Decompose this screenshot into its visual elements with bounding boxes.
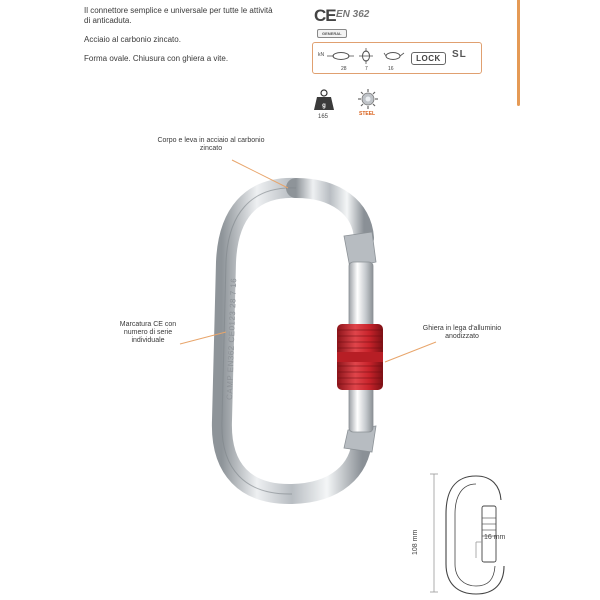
weight-value: 165 (318, 114, 329, 120)
dimension-height: 108 mm (412, 529, 419, 555)
open-gate-value: 7 (365, 66, 368, 72)
strength-unit: kN (318, 52, 325, 58)
steel-label: STEEL (359, 111, 376, 117)
description-line-2: di anticaduta. (84, 16, 132, 25)
callout-sleeve: Ghiera in lega d'alluminio anodizzato (422, 325, 502, 340)
description-line-1: Il connettore semplice e universale per tutte le attività (84, 6, 273, 15)
minor-axis-value: 16 (388, 66, 394, 72)
ce-mark: CE (314, 6, 336, 25)
screw-sleeve (337, 324, 383, 390)
category-badge: GENERAL (317, 29, 347, 38)
lock-badge: LOCK (411, 52, 446, 65)
major-axis-value: 28 (341, 66, 347, 72)
dimension-opening: 16 mm (484, 534, 506, 541)
norm-label: EN 362 (336, 9, 370, 20)
callout-marking: Marcatura CE con numero di serie individuale (119, 321, 177, 344)
dimension-diagram (424, 466, 524, 600)
description-line-3: Acciaio al carbonio zincato. (84, 35, 181, 44)
callout-body-gate: Corpo e leva in acciaio al carbonio zincato (157, 137, 265, 152)
svg-text:g: g (322, 103, 326, 109)
description-line-4: Forma ovale. Chiusura con ghiera a vite. (84, 54, 229, 63)
svg-text:CAMP EN362 CE0123 28 7 16: CAMP EN362 CE0123 28 7 16 (225, 277, 239, 401)
gate-type-label: SL (452, 49, 467, 60)
